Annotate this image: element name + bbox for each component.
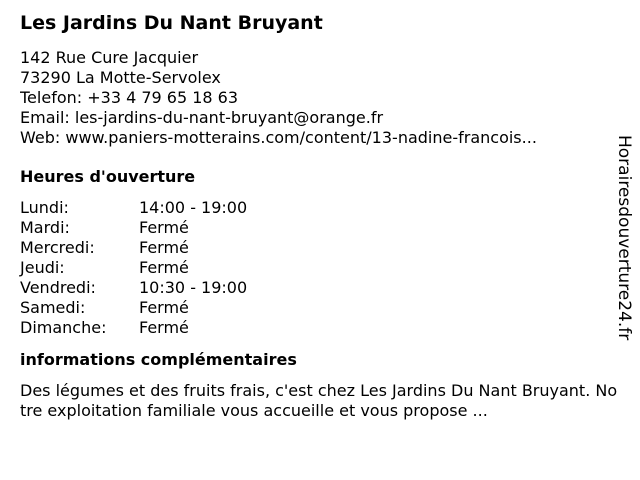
hours-value: 10:30 - 19:00 <box>139 278 248 297</box>
contact-details <box>20 48 610 148</box>
hours-row-sunday <box>20 318 610 338</box>
hours-value: Fermé <box>139 258 189 277</box>
email-line: Email: les-jardins-du-nant-bruyant@orange.fr <box>20 108 384 127</box>
hours-value: Fermé <box>139 218 189 237</box>
hours-value: 14:00 - 19:00 <box>139 198 248 217</box>
day-label: Lundi: <box>20 198 69 217</box>
hours-row-friday <box>20 278 610 298</box>
address-street: 142 Rue Cure Jacquier <box>20 48 199 67</box>
hours-row-thursday <box>20 258 610 278</box>
day-label: Vendredi: <box>20 278 96 297</box>
opening-hours-heading: Heures d'ouverture <box>20 167 196 186</box>
web-line: Web: www.paniers-motterains.com/content/13-nadine-francois... <box>20 128 537 147</box>
phone-line: Telefon: +33 4 79 65 18 63 <box>20 88 239 107</box>
day-label: Jeudi: <box>20 258 65 277</box>
hours-row-wednesday <box>20 238 610 258</box>
hours-value: Fermé <box>139 318 189 337</box>
business-card <box>20 10 618 421</box>
hours-row-saturday <box>20 298 610 318</box>
day-label: Dimanche: <box>20 318 107 337</box>
hours-row-monday <box>20 198 610 218</box>
site-brand-vertical: Horairesdouverture24.fr <box>614 135 634 341</box>
day-label: Mardi: <box>20 218 70 237</box>
hours-row-tuesday <box>20 218 610 238</box>
day-label: Samedi: <box>20 298 86 317</box>
opening-hours-table <box>20 198 610 338</box>
day-label: Mercredi: <box>20 238 95 257</box>
address-city: 73290 La Motte-Servolex <box>20 68 221 87</box>
hours-value: Fermé <box>139 298 189 317</box>
hours-value: Fermé <box>139 238 189 257</box>
business-name: Les Jardins Du Nant Bruyant <box>20 12 323 34</box>
additional-info-text: Des légumes et des fruits frais, c'est chez Les Jardins Du Nant Bruyant. Notre exploitation familiale vous accueille et vous propose ... <box>20 381 618 420</box>
additional-info-heading: informations complémentaires <box>20 350 297 369</box>
